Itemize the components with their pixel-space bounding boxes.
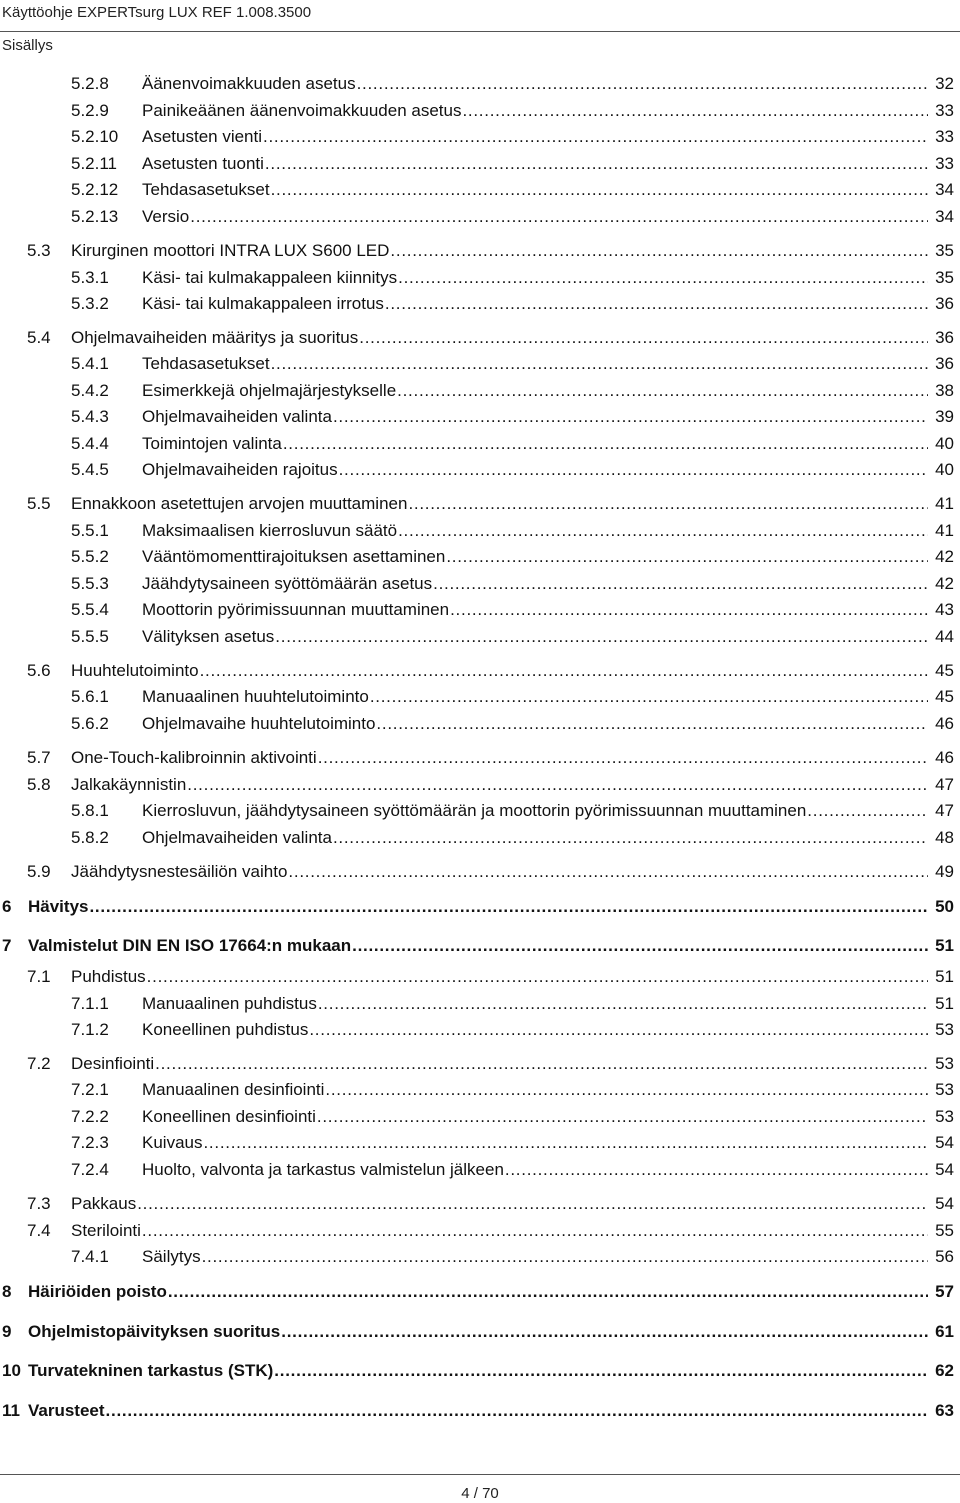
toc-entry[interactable] <box>71 545 954 569</box>
toc-entry-title: Tehdasasetukset <box>142 354 270 373</box>
dot-leader <box>505 1158 928 1182</box>
toc-entry[interactable] <box>71 125 954 149</box>
dot-leader <box>446 545 928 569</box>
toc-entry-number: 5.6 <box>27 661 51 680</box>
toc-entry-title: Jäähdytysnestesäiliön vaihto <box>71 862 288 881</box>
toc-entry[interactable] <box>27 860 954 884</box>
toc-entry-title: Manuaalinen puhdistus <box>142 994 317 1013</box>
toc-entry[interactable] <box>27 492 954 516</box>
toc-entry-page: 33 <box>935 127 954 146</box>
toc-entry-page: 46 <box>935 748 954 767</box>
toc-entry-title: Esimerkkejä ohjelmajärjestykselle <box>142 381 397 400</box>
toc-entry-page: 45 <box>935 661 954 680</box>
toc-entry[interactable] <box>2 895 954 919</box>
toc-entry-number: 5.4.1 <box>71 354 109 373</box>
toc-entry-page: 61 <box>935 1322 954 1341</box>
toc-entry-page: 55 <box>935 1221 954 1240</box>
dot-leader <box>263 125 928 149</box>
toc-entry[interactable] <box>71 685 954 709</box>
toc-entry-title: Käsi- tai kulmakappaleen kiinnitys <box>142 268 398 287</box>
toc-entry-page: 45 <box>935 687 954 706</box>
toc-entry-title: Ohjelmavaiheiden määritys ja suoritus <box>71 328 359 347</box>
toc-entry-number: 5.5.5 <box>71 627 109 646</box>
dot-leader <box>309 1018 928 1042</box>
toc-entry-title: Koneellinen puhdistus <box>142 1020 309 1039</box>
toc-entry-number: 7.4 <box>27 1221 51 1240</box>
toc-entry[interactable] <box>27 326 954 350</box>
toc-entry-page: 32 <box>935 74 954 93</box>
dot-leader <box>333 405 928 429</box>
toc-entry[interactable] <box>71 1078 954 1102</box>
toc-entry-number: 7.2.2 <box>71 1107 109 1126</box>
toc-entry-page: 51 <box>935 936 954 955</box>
toc-entry-number: 9 <box>2 1322 12 1341</box>
toc-entry[interactable] <box>71 598 954 622</box>
toc-entry[interactable] <box>71 458 954 482</box>
toc-entry-title: Tehdasasetukset <box>142 180 270 199</box>
toc-entry-number: 7.2.1 <box>71 1080 109 1099</box>
toc-entry-page: 53 <box>935 1107 954 1126</box>
toc-entry[interactable] <box>27 239 954 263</box>
toc-entry-title: Käsi- tai kulmakappaleen irrotus <box>142 294 384 313</box>
toc-entry-page: 53 <box>935 1020 954 1039</box>
dot-leader <box>275 625 928 649</box>
toc-entry[interactable] <box>27 746 954 770</box>
dot-leader <box>89 895 928 919</box>
dot-leader <box>370 685 928 709</box>
dot-leader <box>271 178 928 202</box>
dot-leader <box>357 72 928 96</box>
toc-entry-number: 5.2.8 <box>71 74 109 93</box>
toc-entry-number: 5.4 <box>27 328 51 347</box>
toc-entry[interactable] <box>71 432 954 456</box>
dot-leader <box>271 352 928 376</box>
toc-entry-title: Moottorin pyörimissuunnan muuttaminen <box>142 600 450 619</box>
toc-entry[interactable] <box>71 799 954 823</box>
toc-entry-page: 39 <box>935 407 954 426</box>
toc-entry-number: 7.4.1 <box>71 1247 109 1266</box>
toc-entry[interactable] <box>71 826 954 850</box>
toc-entry-title: Jäähdytysaineen syöttömäärän asetus <box>142 574 433 593</box>
toc-entry-number: 7.1 <box>27 967 51 986</box>
toc-entry-page: 40 <box>935 460 954 479</box>
dot-leader <box>390 239 928 263</box>
toc-entry-number: 5.4.4 <box>71 434 109 453</box>
dot-leader <box>142 1219 928 1243</box>
toc-entry-page: 38 <box>935 381 954 400</box>
dot-leader <box>288 860 928 884</box>
toc-entry[interactable] <box>27 659 954 683</box>
toc-entry-page: 34 <box>935 180 954 199</box>
toc-entry-number: 6 <box>2 897 12 916</box>
toc-entry-page: 56 <box>935 1247 954 1266</box>
toc-entry-page: 57 <box>935 1282 954 1301</box>
dot-leader <box>333 826 928 850</box>
toc-entry[interactable] <box>71 292 954 316</box>
toc-entry-page: 63 <box>935 1401 954 1420</box>
toc-entry-page: 53 <box>935 1080 954 1099</box>
dot-leader <box>450 598 928 622</box>
dot-leader <box>408 492 928 516</box>
toc-entry-number: 5.2.9 <box>71 101 109 120</box>
toc-entry-number: 5.2.12 <box>71 180 119 199</box>
toc-entry-title: Maksimaalisen kierrosluvun säätö <box>142 521 398 540</box>
toc-entry-number: 5.5.1 <box>71 521 109 540</box>
toc-entry[interactable] <box>2 1399 954 1423</box>
toc-entry-title: Ennakkoon asetettujen arvojen muuttaminen <box>71 494 408 513</box>
toc-entry-page: 62 <box>935 1361 954 1380</box>
dot-leader <box>317 1105 928 1129</box>
toc-entry-page: 35 <box>935 268 954 287</box>
toc-entry-title: Kuivaus <box>142 1133 203 1152</box>
toc-entry-number: 7.3 <box>27 1194 51 1213</box>
toc-entry[interactable] <box>71 1018 954 1042</box>
dot-leader <box>147 965 928 989</box>
toc-entry-page: 50 <box>935 897 954 916</box>
dot-leader <box>325 1078 928 1102</box>
toc-entry-number: 5.5.3 <box>71 574 109 593</box>
toc-entry-page: 36 <box>935 294 954 313</box>
toc-entry-number: 5.3.2 <box>71 294 109 313</box>
dot-leader <box>168 1280 928 1304</box>
dot-leader <box>200 659 928 683</box>
toc-entry-page: 41 <box>935 521 954 540</box>
dot-leader <box>807 799 928 823</box>
toc-entry-number: 5.8.1 <box>71 801 109 820</box>
toc-entry-page: 51 <box>935 967 954 986</box>
toc-entry-title: Koneellinen desinfiointi <box>142 1107 316 1126</box>
dot-leader <box>398 519 928 543</box>
toc-entry-page: 33 <box>935 154 954 173</box>
toc-entry[interactable] <box>27 773 954 797</box>
dot-leader <box>318 746 928 770</box>
toc-entry[interactable] <box>2 1359 954 1383</box>
toc-entry-title: Hävitys <box>28 897 89 916</box>
toc-entry-page: 51 <box>935 994 954 1013</box>
toc-entry-number: 5.2.13 <box>71 207 119 226</box>
toc-entry-title: Toimintojen valinta <box>142 434 282 453</box>
dot-leader <box>352 934 928 958</box>
dot-leader <box>398 266 928 290</box>
toc-entry-title: Painikeäänen äänenvoimakkuuden asetus <box>142 101 462 120</box>
dot-leader <box>106 1399 928 1423</box>
toc-entry-page: 41 <box>935 494 954 513</box>
toc-entry-title: Kirurginen moottori INTRA LUX S600 LED <box>71 241 390 260</box>
dot-leader <box>265 152 928 176</box>
toc-entry[interactable] <box>2 934 954 958</box>
toc-entry-title: Ohjelmavaiheiden valinta <box>142 407 332 426</box>
toc-entry[interactable] <box>71 72 954 96</box>
toc-entry-number: 5.2.10 <box>71 127 119 146</box>
toc-entry-page: 43 <box>935 600 954 619</box>
toc-entry-number: 5.5.4 <box>71 600 109 619</box>
toc-entry-number: 5.7 <box>27 748 51 767</box>
toc-entry-page: 54 <box>935 1160 954 1179</box>
toc-entry[interactable] <box>2 1320 954 1344</box>
toc-entry[interactable] <box>71 205 954 229</box>
toc-entry[interactable] <box>71 625 954 649</box>
toc-entry-title: Manuaalinen huuhtelutoiminto <box>142 687 369 706</box>
dot-leader <box>203 1131 928 1155</box>
toc-entry-number: 5.4.2 <box>71 381 109 400</box>
toc-entry-number: 7.2.3 <box>71 1133 109 1152</box>
toc-entry[interactable] <box>71 152 954 176</box>
toc-entry-page: 47 <box>935 775 954 794</box>
toc-entry[interactable] <box>71 712 954 736</box>
toc-entry-page: 42 <box>935 574 954 593</box>
toc-entry[interactable] <box>71 572 954 596</box>
toc-entry-title: Asetusten vienti <box>142 127 263 146</box>
section-name: Sisällys <box>2 37 53 54</box>
toc-entry-title: Varusteet <box>28 1401 105 1420</box>
toc-entry-title: Turvatekninen tarkastus (STK) <box>28 1361 274 1380</box>
toc-entry[interactable] <box>71 178 954 202</box>
dot-leader <box>281 1320 928 1344</box>
toc-entry-title: Pakkaus <box>71 1194 137 1213</box>
toc-entry-number: 5.6.2 <box>71 714 109 733</box>
toc-entry-title: Häiriöiden poisto <box>28 1282 167 1301</box>
dot-leader <box>318 992 928 1016</box>
toc-entry-title: Puhdistus <box>71 967 146 986</box>
toc-entry[interactable] <box>71 1105 954 1129</box>
toc-entry-number: 7.2.4 <box>71 1160 109 1179</box>
dot-leader <box>462 99 928 123</box>
toc-entry[interactable] <box>71 519 954 543</box>
toc-entry[interactable] <box>27 1192 954 1216</box>
toc-entry-title: Ohjelmavaiheiden valinta <box>142 828 332 847</box>
toc-entry-number: 5.8 <box>27 775 51 794</box>
toc-entry-number: 11 <box>2 1401 20 1420</box>
page-number: 4 / 70 <box>461 1485 499 1502</box>
toc-entry[interactable] <box>71 1158 954 1182</box>
dot-leader <box>397 379 928 403</box>
toc-entry[interactable] <box>71 405 954 429</box>
toc-entry[interactable] <box>71 352 954 376</box>
toc-entry-number: 5.6.1 <box>71 687 109 706</box>
toc-entry-title: Asetusten tuonti <box>142 154 264 173</box>
dot-leader <box>274 1359 928 1383</box>
toc-entry-page: 53 <box>935 1054 954 1073</box>
toc-entry-title: Huuhtelutoiminto <box>71 661 199 680</box>
toc-entry-title: Versio <box>142 207 190 226</box>
dot-leader <box>376 712 928 736</box>
toc-entry-page: 42 <box>935 547 954 566</box>
toc-entry-title: Äänenvoimakkuuden asetus <box>142 74 356 93</box>
toc-entry-number: 5.8.2 <box>71 828 109 847</box>
toc-entry[interactable] <box>2 1280 954 1304</box>
toc-entry-number: 5.5.2 <box>71 547 109 566</box>
toc-entry[interactable] <box>27 1219 954 1243</box>
toc-entry-page: 46 <box>935 714 954 733</box>
toc-entry-number: 5.2.11 <box>71 154 118 173</box>
toc-entry-number: 7.1.2 <box>71 1020 109 1039</box>
toc-entry-page: 44 <box>935 627 954 646</box>
toc-entry-title: Jalkakäynnistin <box>71 775 187 794</box>
toc-entry-number: 10 <box>2 1361 21 1380</box>
toc-entry-page: 48 <box>935 828 954 847</box>
toc-entry-number: 7 <box>2 936 12 955</box>
toc-entry-title: Välityksen asetus <box>142 627 275 646</box>
document-title: Käyttöohje EXPERTsurg LUX REF 1.008.3500 <box>2 4 312 21</box>
toc-entry-title: Manuaalinen desinfiointi <box>142 1080 325 1099</box>
toc-entry-title: Ohjelmistopäivityksen suoritus <box>28 1322 281 1341</box>
toc-entry[interactable] <box>27 965 954 989</box>
toc-entry-number: 7.2 <box>27 1054 51 1073</box>
toc-entry[interactable] <box>71 266 954 290</box>
toc-entry-title: Desinfiointi <box>71 1054 155 1073</box>
toc-entry[interactable] <box>71 1131 954 1155</box>
toc-entry[interactable] <box>71 1245 954 1269</box>
toc-entry-number: 5.3.1 <box>71 268 109 287</box>
toc-entry-page: 33 <box>935 101 954 120</box>
toc-entry-number: 5.4.3 <box>71 407 109 426</box>
dot-leader <box>385 292 928 316</box>
toc-entry-title: Sterilointi <box>71 1221 141 1240</box>
toc-entry-number: 5.3 <box>27 241 51 260</box>
toc-entry-number: 5.5 <box>27 494 51 513</box>
toc-entry-page: 40 <box>935 434 954 453</box>
toc-entry-title: Valmistelut DIN EN ISO 17664:n mukaan <box>28 936 352 955</box>
toc-entry-title: Vääntömomenttirajoituksen asettaminen <box>142 547 446 566</box>
toc-entry-number: 5.9 <box>27 862 51 881</box>
toc-entry-page: 54 <box>935 1133 954 1152</box>
toc-entry[interactable] <box>71 379 954 403</box>
toc-entry[interactable] <box>27 1052 954 1076</box>
toc-entry-title: Huolto, valvonta ja tarkastus valmistelun jälkeen <box>142 1160 504 1179</box>
dot-leader <box>283 432 928 456</box>
dot-leader <box>190 205 928 229</box>
toc-entry-page: 34 <box>935 207 954 226</box>
toc-entry[interactable] <box>71 99 954 123</box>
toc-entry-title: Ohjelmavaihe huuhtelutoiminto <box>142 714 376 733</box>
toc-entry-page: 36 <box>935 328 954 347</box>
dot-leader <box>339 458 928 482</box>
toc-entry-number: 8 <box>2 1282 12 1301</box>
toc-entry[interactable] <box>71 992 954 1016</box>
dot-leader <box>187 773 928 797</box>
toc-entry-page: 49 <box>935 862 954 881</box>
dot-leader <box>359 326 928 350</box>
footer-divider <box>0 1474 960 1475</box>
dot-leader <box>202 1245 928 1269</box>
toc-entry-page: 36 <box>935 354 954 373</box>
toc-entry-number: 7.1.1 <box>71 994 109 1013</box>
toc-entry-page: 54 <box>935 1194 954 1213</box>
dot-leader <box>433 572 928 596</box>
toc-entry-page: 35 <box>935 241 954 260</box>
toc-entry-number: 5.4.5 <box>71 460 109 479</box>
toc-entry-title: Säilytys <box>142 1247 201 1266</box>
dot-leader <box>155 1052 928 1076</box>
toc-entry-title: Ohjelmavaiheiden rajoitus <box>142 460 338 479</box>
toc-entry-title: Kierrosluvun, jäähdytysaineen syöttömäärän ja moottorin pyörimissuunnan muuttaminen <box>142 801 807 820</box>
toc-entry-page: 47 <box>935 801 954 820</box>
toc-entry-title: One-Touch-kalibroinnin aktivointi <box>71 748 317 767</box>
dot-leader <box>137 1192 928 1216</box>
